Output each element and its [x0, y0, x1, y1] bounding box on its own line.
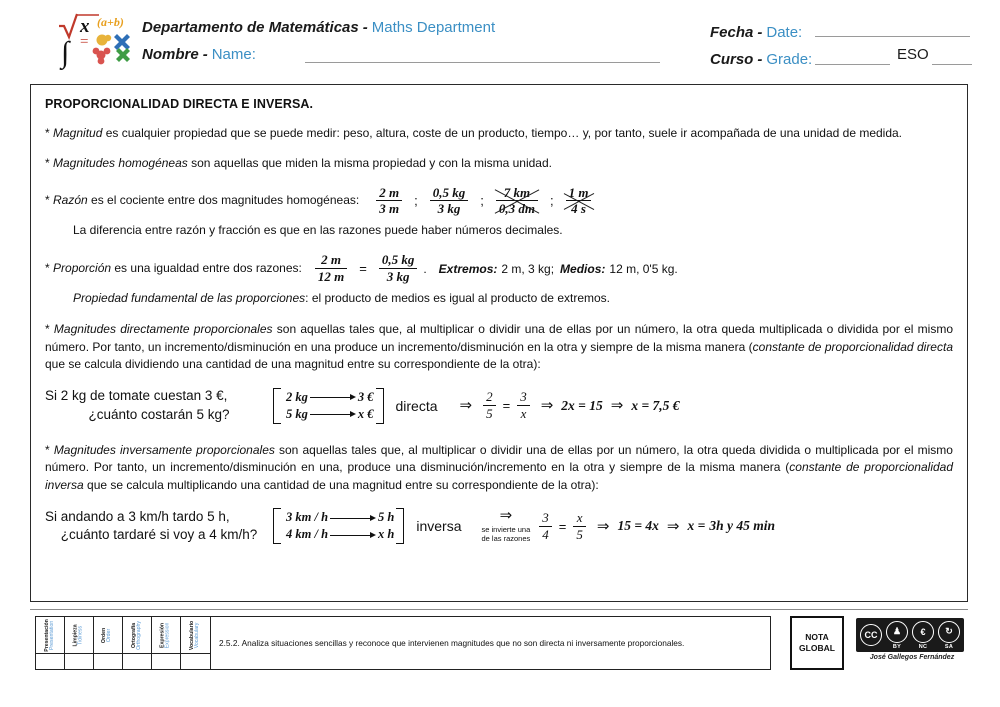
criteria-table: [35, 616, 211, 670]
razon-fraction-3-crossed-out: [496, 186, 538, 216]
criteria-column-orden[interactable]: [94, 617, 123, 669]
criteria-score-cell[interactable]: [181, 653, 210, 669]
propiedad-term: Propiedad fundamental de las proporciones: [73, 290, 306, 305]
example-directa: [45, 387, 953, 423]
directas-italic-note: constante de proporcionalidad directa: [752, 339, 953, 354]
medios-label: Medios:: [560, 261, 606, 276]
svg-text:∫: ∫: [61, 36, 70, 69]
implies-icon: ⇒: [610, 398, 624, 415]
cc-logo-icon: [860, 624, 882, 646]
person-icon: ♟: [886, 621, 908, 643]
statement-line-1: Si andando a 3 km/h tardo 5 h,: [45, 508, 230, 524]
grade-value: ESO: [897, 46, 929, 63]
brace-row-2-left: 5 kg: [286, 406, 308, 421]
homogeneas-paragraph: [45, 155, 953, 172]
directa-step-2: 2x = 15: [561, 397, 603, 413]
magnitud-text: es cualquier propiedad que se puede medir: peso, altura, coste de un producto, tiempo… y, por tanto, suele ir acompañada de una unidad de medida.: [102, 126, 903, 140]
directa-fraction-right: [517, 390, 530, 420]
arrow-right-icon: [330, 514, 376, 522]
learning-objective-box: [211, 616, 771, 670]
criteria-label-en: Expression: [164, 622, 171, 648]
criteria-column-ortografia[interactable]: [123, 617, 152, 669]
brace-row-1-right: 3 €: [357, 389, 374, 404]
fraction-denominator: 4 s: [571, 201, 586, 217]
extremos-label: Extremos:: [438, 261, 498, 276]
equals-sign: =: [558, 518, 567, 534]
razon-fraction-4-crossed-out: [566, 186, 592, 216]
medios-value: 12 m, 0'5 kg.: [609, 261, 678, 276]
criteria-column-vocabulario[interactable]: [181, 617, 210, 669]
brace-row-1-right: 5 h: [378, 510, 395, 525]
fraction-denominator: 3 m: [379, 201, 400, 217]
equals-sign: =: [359, 261, 367, 277]
department-label-es: Departamento de Matemáticas: [142, 19, 359, 36]
implies-icon: ⇒: [459, 398, 473, 415]
footer-assessment-bar: [35, 616, 771, 670]
nota-global-line-2: GLOBAL: [799, 643, 835, 653]
footer-divider: [30, 609, 968, 610]
criteria-score-cell[interactable]: [152, 653, 180, 669]
cc-by-label: BY: [892, 643, 902, 650]
cc-nc-icon: [912, 621, 934, 650]
fraction-denominator: 3 kg: [437, 201, 461, 217]
fraction-denominator: 5: [576, 526, 583, 542]
inversa-fraction-left: [539, 511, 552, 541]
bullet-marker: *: [45, 442, 50, 457]
bullet-marker: *: [45, 156, 50, 171]
no-commercial-icon: €: [912, 621, 934, 643]
implies-icon: ⇒: [499, 508, 513, 524]
proporcion-fraction-right: [379, 253, 418, 283]
maths-department-logo: [55, 10, 147, 70]
inversa-result: 3h y 45 min: [709, 518, 775, 534]
share-alike-icon: ↻: [938, 621, 960, 643]
directas-text-1: son aquellas tales que, al multiplicar o dividir una de ellas por un número, la otra queda multiplicada o dividida por el mismo número. Por tanto, un incremento/disminución en una produce un incremento/disminución en la otra y siempre de la misma manera (: [45, 322, 954, 354]
cc-badge: [856, 618, 964, 652]
fraction-separator: ;: [480, 193, 484, 209]
criteria-score-cell[interactable]: [65, 653, 93, 669]
fraction-separator: ;: [549, 193, 554, 209]
date-input-line[interactable]: [815, 36, 970, 37]
inversas-italic-note: constante de proporcionalidad inversa: [45, 460, 953, 492]
bullet-marker: *: [45, 322, 50, 337]
criteria-label-en: Orthography: [136, 620, 142, 650]
example-directa-brace: [273, 388, 384, 424]
separator-dash: -: [202, 46, 208, 63]
criteria-label-es: Presentación: [43, 618, 50, 652]
bullet-marker: *: [45, 126, 50, 140]
criteria-label-es: Limpieza: [72, 623, 79, 647]
fraction-numerator: 3: [539, 511, 552, 527]
homogeneas-term: Magnitudes homogéneas: [53, 156, 188, 171]
arrow-right-icon: [310, 393, 356, 401]
grade-input-line[interactable]: [815, 64, 890, 65]
separator-dash: -: [362, 19, 368, 36]
razon-fraction-1: [376, 186, 402, 216]
inversa-note-line-1: se invierte una: [481, 525, 531, 534]
fraction-denominator: 0,3 dm: [498, 201, 535, 217]
cc-circle: CC: [860, 624, 882, 646]
cc-sa-icon: [938, 621, 960, 650]
brace-row-2-right: x h: [378, 527, 395, 542]
criteria-label-es: Vocabulario: [189, 620, 196, 650]
name-line: [142, 41, 682, 68]
razon-paragraph: [45, 192, 359, 209]
directas-paragraph: [45, 321, 953, 373]
fraction-denominator: 3 kg: [386, 269, 410, 285]
example-inversa-kind: inversa: [416, 518, 462, 535]
fraction-numerator: 0,5 kg: [379, 253, 418, 269]
razon-text: es el cociente entre dos magnitudes homogéneas:: [87, 193, 360, 208]
brace-row-1: [282, 389, 378, 406]
creative-commons-license: [856, 618, 968, 661]
svg-text:=: =: [80, 34, 89, 50]
fraction-numerator: 2 m: [376, 186, 402, 202]
criteria-score-cell[interactable]: [94, 653, 122, 669]
brace-row-1: [282, 509, 398, 526]
brace-row-2: [282, 406, 378, 423]
proporcion-fraction-left: [315, 253, 347, 283]
arrow-right-icon: [330, 531, 376, 539]
criteria-label-en: Order: [107, 628, 113, 642]
inversa-fraction-right: [573, 511, 586, 541]
criteria-column-limpieza[interactable]: [65, 617, 94, 669]
razon-fraction-2: [430, 186, 469, 216]
criteria-header: [181, 617, 210, 653]
example-directa-kind: directa: [395, 397, 438, 414]
implies-icon: ⇒: [596, 518, 610, 535]
razon-note: La diferencia entre razón y fracción es que en las razones puede haber números decimales.: [73, 223, 563, 238]
homogeneas-text: son aquellas que miden la misma propiedad y con la misma unidad.: [187, 156, 552, 171]
lesson-content-box: [30, 84, 968, 602]
razon-row: [45, 186, 953, 216]
proporcion-term: Proporción: [53, 260, 112, 275]
fraction-numerator: 3: [517, 390, 530, 406]
example-directa-statement: [45, 387, 273, 423]
inversas-paragraph: [45, 442, 953, 494]
implies-icon: ⇒: [540, 398, 554, 415]
statement-line-2: ¿cuánto costarán 5 kg?: [88, 406, 230, 422]
example-inversa-brace: [273, 508, 404, 544]
statement-line-2: ¿cuánto tardaré si voy a 4 km/h?: [60, 527, 258, 543]
criteria-score-cell[interactable]: [36, 653, 64, 669]
lesson-title: PROPORCIONALIDAD DIRECTA E INVERSA.: [45, 97, 314, 111]
brace-row-2-right: x €: [357, 406, 374, 421]
learning-objective-text: 2.5.2. Analiza situaciones sencillas y reconoce que intervienen magnitudes que no son directa ni inversamente proporcionales.: [219, 638, 685, 648]
criteria-header: [152, 617, 180, 653]
razon-term: Razón: [53, 193, 88, 208]
criteria-header: [123, 617, 151, 653]
propiedad-text: : el producto de medios es igual al producto de extremos.: [305, 290, 610, 305]
brace-row-1-left: 3 km / h: [286, 510, 329, 525]
criteria-column-expresion[interactable]: [152, 617, 181, 669]
grade-suffix-line[interactable]: [932, 64, 972, 65]
criteria-label-es: Expresión: [159, 622, 166, 648]
license-author: José Gallegos Fernández: [869, 654, 955, 661]
directas-text-2: que se calcula dividiendo una cantidad de una magnitud entre su correspondiente de la otra):: [45, 356, 541, 371]
magnitud-paragraph: [45, 125, 953, 142]
criteria-label-en: Presentation: [49, 620, 55, 650]
fraction-numerator: 1 m: [566, 186, 592, 202]
criteria-header: [94, 617, 122, 653]
bullet-marker: *: [45, 193, 50, 208]
grade-label-en: Grade:: [766, 51, 813, 68]
inversa-step-2: 15 = 4x: [617, 518, 659, 534]
cc-nc-label: NC: [918, 643, 928, 650]
proporcion-text: es una igualdad entre dos razones:: [111, 260, 302, 275]
date-label-en: Date:: [766, 24, 803, 41]
period-mark: .: [423, 261, 427, 276]
svg-text:(a+b): (a+b): [97, 15, 124, 29]
inversas-text-1: son aquellas tales que, al multiplicar o dividir una de ellas por un número, la otra queda dividida o multiplicada por el mismo número. Por tanto, un incremento/disminución en una, produce una disminución/incremento en la otra y siempre de la misma manera (: [45, 442, 953, 475]
directa-fraction-left: [483, 390, 496, 420]
inversa-note-line-2: de las razones: [481, 533, 531, 543]
name-label-en: Name:: [211, 46, 256, 63]
nota-global-line-1: NOTA: [805, 632, 829, 643]
brace-row-2: [282, 526, 398, 543]
separator-dash: -: [757, 51, 763, 68]
fraction-denominator: 4: [542, 526, 549, 542]
inversa-implies-note: [482, 509, 531, 543]
criteria-label-en: Vocabulary: [194, 622, 201, 648]
bullet-marker: *: [45, 260, 50, 275]
example-inversa-statement: [45, 508, 273, 544]
implies-icon: ⇒: [666, 518, 680, 535]
fraction-denominator: 12 m: [317, 269, 345, 285]
date-label-es: Fecha: [710, 24, 754, 41]
department-line: [142, 14, 682, 41]
grade-label-es: Curso: [710, 51, 754, 68]
statement-line-1: Si 2 kg de tomate cuestan 3 €,: [45, 388, 228, 404]
directas-term: Magnitudes directamente proporcionales: [53, 322, 273, 337]
magnitud-term: Magnitud: [53, 126, 103, 140]
proporcion-paragraph: [45, 260, 302, 277]
separator-dash: -: [757, 24, 763, 41]
header-right-block: [710, 14, 995, 68]
proporcion-row: [45, 253, 953, 283]
inversa-result-prefix: x =: [687, 518, 706, 534]
name-input-line[interactable]: [305, 62, 660, 63]
nota-global-box[interactable]: [790, 616, 844, 670]
brace-row-2-left: 4 km / h: [286, 527, 329, 542]
criteria-score-cell[interactable]: [123, 653, 151, 669]
example-inversa: [45, 508, 953, 544]
fraction-numerator: 2 m: [315, 253, 347, 269]
criteria-column-presentacion[interactable]: [36, 617, 65, 669]
fraction-numerator: 7 km: [496, 186, 538, 202]
equals-sign: =: [502, 398, 511, 414]
header-left-block: [142, 14, 682, 68]
arrow-right-icon: [310, 410, 356, 418]
brace-row-1-left: 2 kg: [286, 389, 308, 404]
propiedad-fundamental: [73, 290, 953, 307]
inversa-note-lines: [482, 526, 531, 543]
extremos-value: 2 m, 3 kg;: [501, 261, 555, 276]
fraction-numerator: 2: [483, 390, 496, 406]
fraction-denominator: 5: [486, 406, 493, 422]
name-label-es: Nombre: [142, 46, 199, 63]
fraction-denominator: x: [520, 406, 527, 422]
fraction-numerator: 0,5 kg: [430, 186, 469, 202]
inversas-term: Magnitudes inversamente proporcionales: [53, 442, 275, 457]
criteria-label-es: Orden: [101, 627, 108, 643]
cc-by-icon: [886, 621, 908, 650]
fraction-separator: ;: [414, 193, 418, 209]
fraction-numerator: x: [573, 511, 586, 527]
criteria-header: [36, 617, 64, 653]
svg-text:x: x: [80, 16, 90, 37]
inversas-text-2: que se calcula multiplicando una cantidad de una magnitud entre su correspondiente de la otra):: [83, 477, 599, 492]
criteria-label-en: Tidiness: [77, 625, 84, 645]
department-label-en: Maths Department: [371, 19, 496, 36]
criteria-label-es: Ortografía: [130, 622, 137, 648]
criteria-header: [65, 617, 93, 653]
page-header: [0, 0, 1000, 78]
cc-sa-label: SA: [944, 643, 954, 650]
directa-result: x = 7,5 €: [631, 397, 680, 413]
